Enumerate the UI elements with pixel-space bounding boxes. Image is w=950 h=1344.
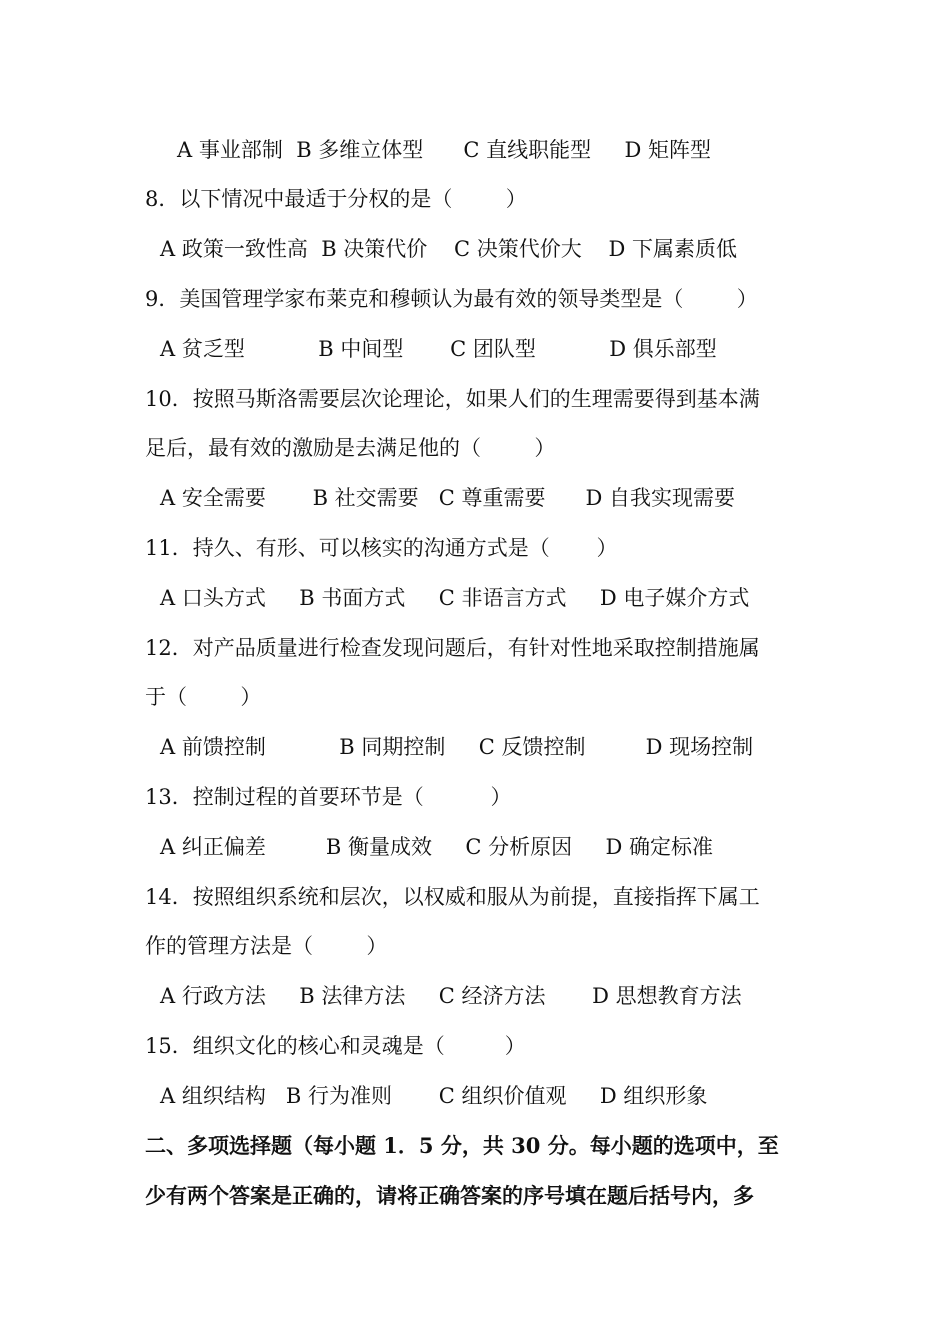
q15-options: A 组织结构 B 行为准则 C 组织价值观 D 组织形象 [160, 1084, 708, 1108]
q11-question: 11．持久、有形、可以核实的沟通方式是（ ） [145, 536, 618, 560]
q10-question-line2: 足后，最有效的激励是去满足他的（ ） [145, 436, 556, 460]
q14-question-line1: 14．按照组织系统和层次，以权威和服从为前提，直接指挥下属工 [145, 885, 760, 909]
q13-options: A 纠正偏差 B 衡量成效 C 分析原因 D 确定标准 [160, 835, 714, 859]
q14-question-line2: 作的管理方法是（ ） [145, 934, 388, 958]
q12-question-line2: 于（ ） [145, 685, 262, 709]
q15-question: 15．组织文化的核心和灵魂是（ ） [145, 1034, 526, 1058]
q11-options: A 口头方式 B 书面方式 C 非语言方式 D 电子媒介方式 [160, 586, 750, 610]
section-heading-line2: 少有两个答案是正确的，请将正确答案的序号填在题后括号内，多 [145, 1183, 754, 1208]
section-heading-line1: 二、多项选择题（每小题 1．5 分，共 30 分。每小题的选项中，至 [145, 1133, 779, 1158]
q7-options: A 事业部制 B 多维立体型 C 直线职能型 D 矩阵型 [177, 138, 711, 162]
q9-question: 9．美国管理学家布莱克和穆顿认为最有效的领导类型是（ ） [145, 287, 758, 311]
q14-options: A 行政方法 B 法律方法 C 经济方法 D 思想教育方法 [160, 984, 742, 1008]
q12-options: A 前馈控制 B 同期控制 C 反馈控制 D 现场控制 [160, 735, 754, 759]
q12-question-line1: 12．对产品质量进行检查发现问题后，有针对性地采取控制措施属 [145, 636, 760, 660]
q10-options: A 安全需要 B 社交需要 C 尊重需要 D 自我实现需要 [160, 486, 736, 510]
q8-question: 8．以下情况中最适于分权的是（ ） [145, 187, 527, 211]
q9-options: A 贫乏型 B 中间型 C 团队型 D 俱乐部型 [160, 337, 717, 361]
q13-question: 13．控制过程的首要环节是（ ） [145, 785, 512, 809]
q10-question-line1: 10．按照马斯洛需要层次论理论，如果人们的生理需要得到基本满 [145, 387, 760, 411]
q8-options: A 政策一致性高 B 决策代价 C 决策代价大 D 下属素质低 [160, 237, 737, 261]
